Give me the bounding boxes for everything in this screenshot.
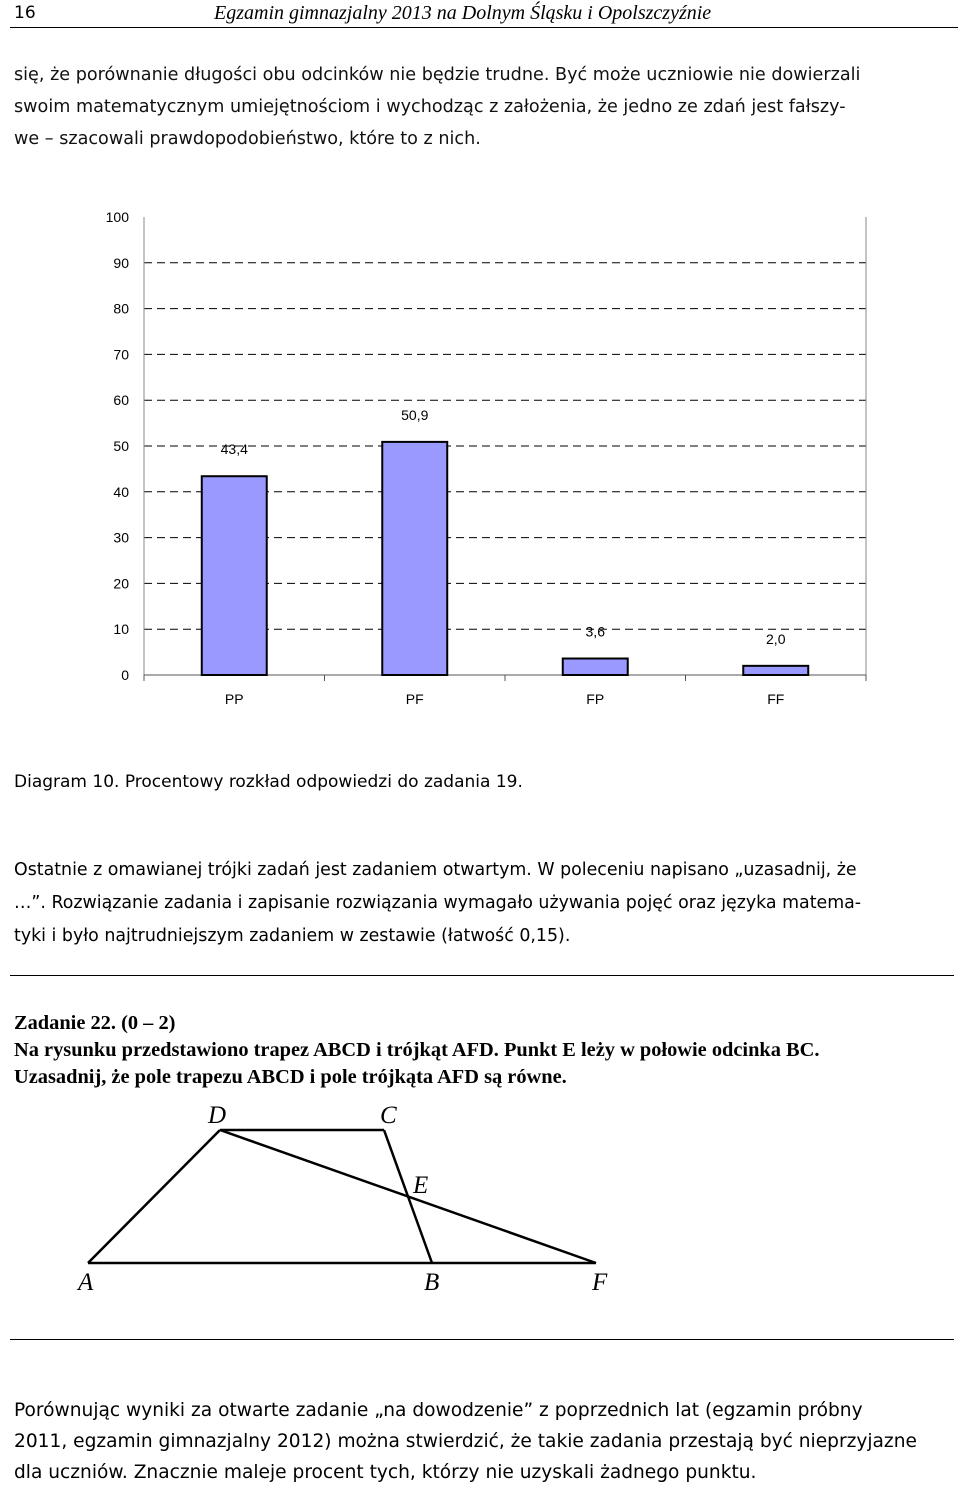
intro-line: we – szacowali prawdopodobieństwo, które to z nich. bbox=[14, 129, 481, 149]
running-header-title: Egzamin gimnazjalny 2013 na Dolnym Śląsku i Opolszczyźnie bbox=[214, 2, 712, 24]
segment-ad bbox=[88, 1130, 220, 1263]
y-tick-label: 20 bbox=[113, 575, 129, 592]
conclusion-paragraph bbox=[14, 1395, 954, 1488]
x-tick-label: FF bbox=[767, 691, 785, 707]
point-e-label: E bbox=[413, 1172, 429, 1199]
conclusion-line: 2011, egzamin gimnazjalny 2012) można stwierdzić, że takie zadania przestają być nieprzyjazne bbox=[14, 1431, 917, 1452]
x-tick-label: FP bbox=[586, 691, 605, 707]
intro-line: się, że porównanie długości obu odcinków nie będzie trudne. Być może uczniowie nie dowierzali bbox=[14, 65, 861, 85]
x-tick-label: PP bbox=[224, 691, 244, 707]
summary-paragraph bbox=[14, 854, 954, 953]
diagram-caption: Diagram 10. Procentowy rozkład odpowiedzi do zadania 19. bbox=[14, 772, 523, 792]
bar bbox=[202, 476, 267, 675]
summary-line: …”. Rozwiązanie zadania i zapisanie rozwiązania wymagało używania pojęć oraz języka matema- bbox=[14, 893, 862, 913]
y-tick-label: 50 bbox=[113, 438, 129, 454]
point-f-label: F bbox=[592, 1269, 608, 1296]
summary-line: tyki i było najtrudniejszym zadaniem w zestawie (łatwość 0,15). bbox=[14, 926, 571, 946]
point-c-label: C bbox=[380, 1102, 397, 1129]
trapezoid-figure bbox=[0, 1090, 960, 1310]
intro-line: swoim matematycznym umiejętnościom i wychodząc z założenia, że jedno ze zdań jest fałszy- bbox=[14, 97, 846, 117]
task-line: Uzasadnij, że pole trapezu ABCD i pole trójkąta AFD są równe. bbox=[14, 1066, 567, 1088]
y-tick-label: 70 bbox=[113, 346, 129, 363]
bar-chart bbox=[0, 190, 960, 730]
point-a-label: A bbox=[78, 1269, 94, 1296]
y-tick-label: 60 bbox=[113, 392, 129, 409]
data-label: 2,0 bbox=[766, 630, 786, 647]
bar bbox=[382, 442, 447, 675]
conclusion-line: Porównując wyniki za otwarte zadanie „na dowodzenie” z poprzednich lat (egzamin próbny bbox=[14, 1400, 863, 1421]
y-tick-label: 10 bbox=[113, 621, 129, 638]
section-divider bbox=[10, 975, 954, 976]
y-tick-label: 40 bbox=[113, 483, 129, 500]
data-label: 50,9 bbox=[401, 406, 429, 423]
page-number: 16 bbox=[14, 3, 36, 23]
header-divider bbox=[10, 27, 958, 28]
conclusion-line: dla uczniów. Znacznie maleje procent tych, którzy nie uzyskali żadnego punktu. bbox=[14, 1462, 757, 1483]
y-tick-label: 30 bbox=[113, 529, 129, 546]
point-d-label: D bbox=[208, 1102, 227, 1129]
data-label: 3,6 bbox=[585, 623, 605, 640]
data-label: 43,4 bbox=[220, 441, 248, 458]
y-tick-label: 80 bbox=[113, 300, 129, 317]
y-tick-label: 0 bbox=[121, 667, 129, 683]
y-tick-label: 100 bbox=[105, 209, 129, 225]
segment-df bbox=[220, 1130, 596, 1263]
point-b-label: B bbox=[424, 1269, 440, 1296]
summary-line: Ostatnie z omawianej trójki zadań jest zadaniem otwartym. W poleceniu napisano „uzasadnij, że bbox=[14, 860, 857, 880]
bar bbox=[563, 659, 628, 675]
x-tick-label: PF bbox=[405, 691, 424, 707]
task-statement bbox=[14, 1010, 954, 1091]
task-title: Zadanie 22. (0 – 2) bbox=[14, 1012, 176, 1034]
section-divider bbox=[10, 1339, 954, 1340]
bar bbox=[743, 666, 808, 675]
intro-paragraph bbox=[14, 59, 954, 155]
task-line: Na rysunku przedstawiono trapez ABCD i trójkąt AFD. Punkt E leży w połowie odcinka BC. bbox=[14, 1039, 820, 1061]
y-tick-label: 90 bbox=[113, 254, 129, 271]
